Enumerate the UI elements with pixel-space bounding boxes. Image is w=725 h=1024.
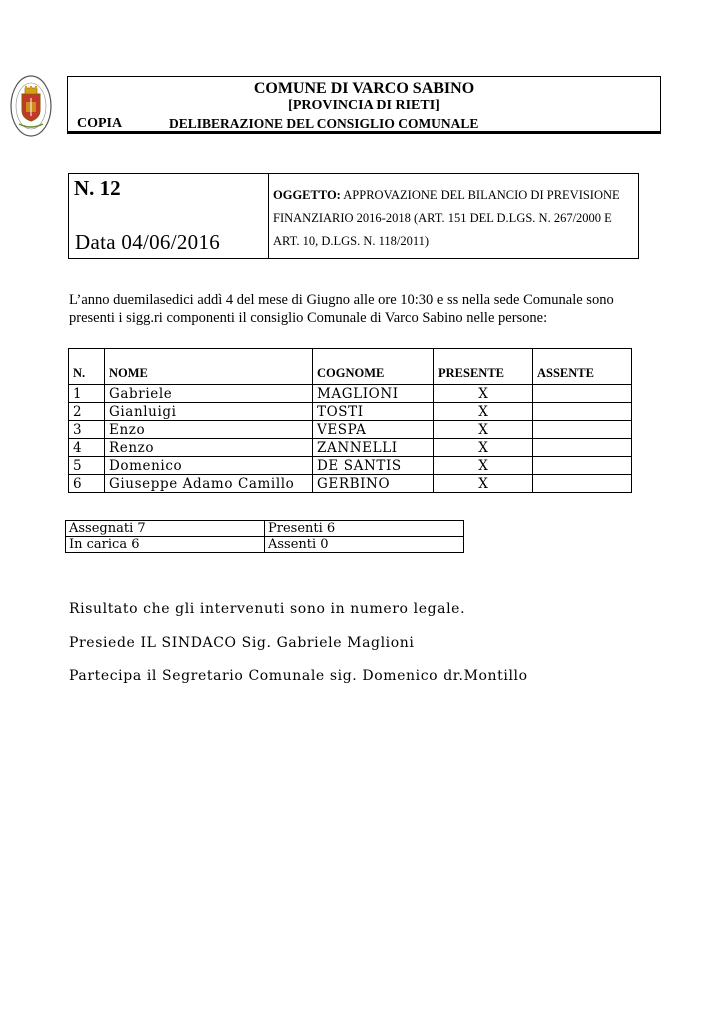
cell-assente xyxy=(533,421,632,439)
col-header-number: N. xyxy=(69,349,105,385)
cell-cognome: MAGLIONI xyxy=(313,385,434,403)
col-header-presente: PRESENTE xyxy=(434,349,533,385)
table-row xyxy=(69,403,632,421)
cell-presente: X xyxy=(434,439,533,457)
cell-number: 5 xyxy=(69,457,105,475)
act-date: Data 04/06/2016 xyxy=(75,230,221,254)
cell-nome: Renzo xyxy=(105,439,313,457)
quorum-statement: Risultato che gli intervenuti sono in numero legale. xyxy=(69,601,466,617)
deliberation-label: DELIBERAZIONE DEL CONSIGLIO COMUNALE xyxy=(169,116,479,131)
municipality-title: COMUNE DI VARCO SABINO xyxy=(253,80,475,97)
cell-cognome: GERBINO xyxy=(313,475,434,493)
act-number: N. 12 xyxy=(74,176,121,200)
col-header-nome: NOME xyxy=(105,349,313,385)
box-divider xyxy=(268,174,269,258)
table-row xyxy=(69,475,632,493)
cell-number: 1 xyxy=(69,385,105,403)
in-office-count: In carica 6 xyxy=(66,537,265,553)
chair-statement: Presiede IL SINDACO Sig. Gabriele Maglioni xyxy=(69,635,415,651)
present-count: Presenti 6 xyxy=(265,521,464,537)
cell-presente: X xyxy=(434,403,533,421)
table-row xyxy=(69,439,632,457)
act-subject xyxy=(273,184,633,253)
cell-number: 6 xyxy=(69,475,105,493)
col-header-cognome: COGNOME xyxy=(313,349,434,385)
subject-label: OGGETTO: xyxy=(273,188,341,202)
attendance-summary-table xyxy=(65,520,464,553)
cell-assente xyxy=(533,439,632,457)
cell-presente: X xyxy=(434,421,533,439)
cell-number: 4 xyxy=(69,439,105,457)
cell-number: 3 xyxy=(69,421,105,439)
cell-nome: Gabriele xyxy=(105,385,313,403)
act-info-box xyxy=(68,173,639,259)
absent-count: Assenti 0 xyxy=(265,537,464,553)
intro-paragraph: L’anno duemilasedici addì 4 del mese di Giugno alle ore 10:30 e ss nella sede Comunale sono presenti i sigg.ri componenti il consiglio Comunale di Varco Sabino nelle persone: xyxy=(69,292,614,326)
table-row xyxy=(69,385,632,403)
cell-presente: X xyxy=(434,457,533,475)
col-header-assente: ASSENTE xyxy=(533,349,632,385)
cell-nome: Domenico xyxy=(105,457,313,475)
cell-nome: Gianluigi xyxy=(105,403,313,421)
cell-presente: X xyxy=(434,475,533,493)
table-row xyxy=(69,457,632,475)
cell-assente xyxy=(533,457,632,475)
cell-presente: X xyxy=(434,385,533,403)
table-row xyxy=(69,421,632,439)
assigned-count: Assegnati 7 xyxy=(66,521,265,537)
cell-cognome: TOSTI xyxy=(313,403,434,421)
municipal-emblem xyxy=(9,74,53,138)
document-header xyxy=(67,76,661,132)
cell-assente xyxy=(533,385,632,403)
cell-nome: Giuseppe Adamo Camillo xyxy=(105,475,313,493)
province-subtitle: [PROVINCIA DI RIETI] xyxy=(288,98,440,113)
table-header-row xyxy=(69,349,632,385)
cell-assente xyxy=(533,475,632,493)
header-rule xyxy=(67,132,661,134)
cell-number: 2 xyxy=(69,403,105,421)
summary-row xyxy=(66,521,464,537)
members-table xyxy=(68,348,632,493)
secretary-statement: Partecipa il Segretario Comunale sig. Domenico dr.Montillo xyxy=(69,668,528,684)
cell-cognome: ZANNELLI xyxy=(313,439,434,457)
cell-assente xyxy=(533,403,632,421)
cell-nome: Enzo xyxy=(105,421,313,439)
subject-text: APPROVAZIONE DEL BILANCIO DI PREVISIONE FINANZIARIO 2016-2018 (ART. 151 DEL D.LGS. N. 267/2000 E ART. 10, D.LGS. N. 118/2011) xyxy=(273,188,620,248)
cell-cognome: VESPA xyxy=(313,421,434,439)
cell-cognome: DE SANTIS xyxy=(313,457,434,475)
copy-label: COPIA xyxy=(77,116,123,131)
summary-row xyxy=(66,537,464,553)
